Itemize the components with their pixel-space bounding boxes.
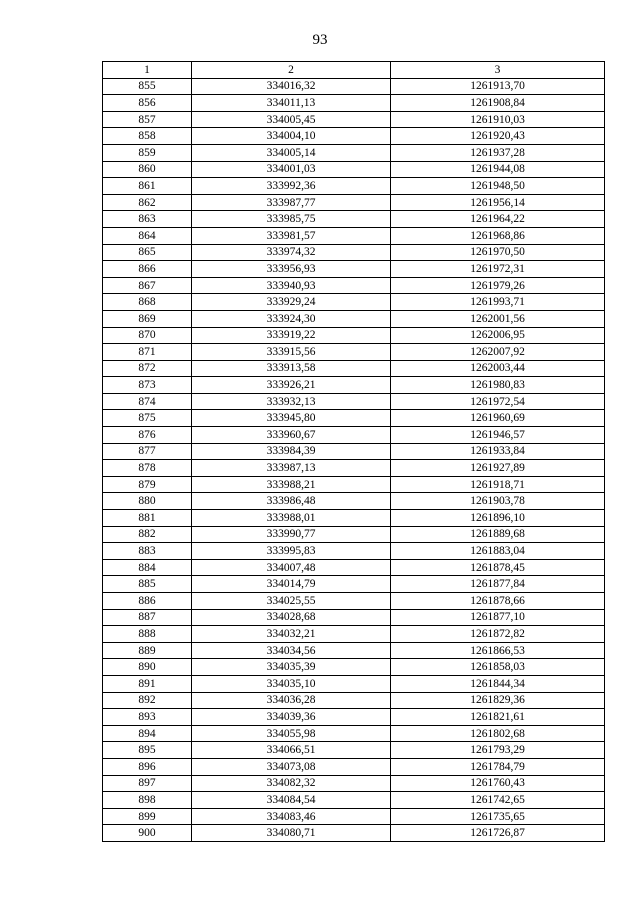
table-row (103, 725, 605, 742)
point-number-cell: 862 (103, 194, 192, 211)
table-row (103, 244, 605, 261)
x-coordinate-cell: 334028,68 (192, 609, 391, 626)
x-coordinate-cell: 334036,28 (192, 692, 391, 709)
table-row (103, 775, 605, 792)
table-row (103, 227, 605, 244)
point-number-cell: 856 (103, 95, 192, 112)
table-row (103, 360, 605, 377)
point-number-cell: 858 (103, 128, 192, 145)
table-row (103, 261, 605, 278)
y-coordinate-cell: 1261918,71 (391, 476, 605, 493)
y-coordinate-cell: 1261872,82 (391, 626, 605, 643)
point-number-cell: 878 (103, 460, 192, 477)
point-number-cell: 859 (103, 144, 192, 161)
table-row (103, 211, 605, 228)
x-coordinate-cell: 334083,46 (192, 808, 391, 825)
x-coordinate-cell: 334007,48 (192, 559, 391, 576)
y-coordinate-cell: 1261877,84 (391, 576, 605, 593)
y-coordinate-cell: 1261972,31 (391, 261, 605, 278)
table-row (103, 626, 605, 643)
point-number-cell: 861 (103, 178, 192, 195)
y-coordinate-cell: 1261937,28 (391, 144, 605, 161)
x-coordinate-cell: 334032,21 (192, 626, 391, 643)
point-number-cell: 865 (103, 244, 192, 261)
y-coordinate-cell: 1261910,03 (391, 111, 605, 128)
x-coordinate-cell: 333986,48 (192, 493, 391, 510)
x-coordinate-cell: 333974,32 (192, 244, 391, 261)
y-coordinate-cell: 1261980,83 (391, 377, 605, 394)
x-coordinate-cell: 333929,24 (192, 294, 391, 311)
point-number-cell: 894 (103, 725, 192, 742)
y-coordinate-cell: 1261933,84 (391, 443, 605, 460)
point-number-cell: 884 (103, 559, 192, 576)
x-coordinate-cell: 334014,79 (192, 576, 391, 593)
table-row (103, 410, 605, 427)
x-coordinate-cell: 333988,21 (192, 476, 391, 493)
y-coordinate-cell: 1261968,86 (391, 227, 605, 244)
point-number-cell: 888 (103, 626, 192, 643)
x-coordinate-cell: 333990,77 (192, 526, 391, 543)
x-coordinate-cell: 334035,39 (192, 659, 391, 676)
point-number-cell: 868 (103, 294, 192, 311)
y-coordinate-cell: 1262001,56 (391, 310, 605, 327)
point-number-cell: 895 (103, 742, 192, 759)
table-row (103, 393, 605, 410)
point-number-cell: 876 (103, 427, 192, 444)
x-coordinate-cell: 334073,08 (192, 758, 391, 775)
point-number-cell: 891 (103, 675, 192, 692)
table-row (103, 792, 605, 809)
point-number-cell: 896 (103, 758, 192, 775)
x-coordinate-cell: 333995,83 (192, 543, 391, 560)
point-number-cell: 871 (103, 344, 192, 361)
x-coordinate-cell: 334066,51 (192, 742, 391, 759)
table-row (103, 659, 605, 676)
y-coordinate-cell: 1261829,36 (391, 692, 605, 709)
table-row (103, 642, 605, 659)
table-row (103, 344, 605, 361)
x-coordinate-cell: 333984,39 (192, 443, 391, 460)
table-row (103, 277, 605, 294)
x-coordinate-cell: 334084,54 (192, 792, 391, 809)
table-header-row (103, 62, 605, 79)
column-header-3: 3 (391, 62, 605, 79)
x-coordinate-cell: 334082,32 (192, 775, 391, 792)
point-number-cell: 864 (103, 227, 192, 244)
table-row (103, 427, 605, 444)
point-number-cell: 893 (103, 709, 192, 726)
point-number-cell: 879 (103, 476, 192, 493)
table-row (103, 460, 605, 477)
y-coordinate-cell: 1261964,22 (391, 211, 605, 228)
y-coordinate-cell: 1261742,65 (391, 792, 605, 809)
x-coordinate-cell: 333988,01 (192, 510, 391, 527)
x-coordinate-cell: 333940,93 (192, 277, 391, 294)
table-row (103, 111, 605, 128)
point-number-cell: 875 (103, 410, 192, 427)
table-row (103, 95, 605, 112)
point-number-cell: 873 (103, 377, 192, 394)
table-row (103, 576, 605, 593)
x-coordinate-cell: 333919,22 (192, 327, 391, 344)
x-coordinate-cell: 334025,55 (192, 593, 391, 610)
x-coordinate-cell: 333926,21 (192, 377, 391, 394)
point-number-cell: 874 (103, 393, 192, 410)
point-number-cell: 872 (103, 360, 192, 377)
y-coordinate-cell: 1261866,53 (391, 642, 605, 659)
point-number-cell: 887 (103, 609, 192, 626)
table-row (103, 675, 605, 692)
y-coordinate-cell: 1261972,54 (391, 393, 605, 410)
point-number-cell: 863 (103, 211, 192, 228)
point-number-cell: 882 (103, 526, 192, 543)
point-number-cell: 870 (103, 327, 192, 344)
point-number-cell: 898 (103, 792, 192, 809)
y-coordinate-cell: 1261802,68 (391, 725, 605, 742)
y-coordinate-cell: 1261956,14 (391, 194, 605, 211)
table-row (103, 178, 605, 195)
x-coordinate-cell: 333956,93 (192, 261, 391, 278)
x-coordinate-cell: 334005,14 (192, 144, 391, 161)
x-coordinate-cell: 334005,45 (192, 111, 391, 128)
table-row (103, 443, 605, 460)
table-row (103, 327, 605, 344)
y-coordinate-cell: 1261883,04 (391, 543, 605, 560)
y-coordinate-cell: 1261993,71 (391, 294, 605, 311)
y-coordinate-cell: 1261946,57 (391, 427, 605, 444)
point-number-cell: 877 (103, 443, 192, 460)
table-row (103, 194, 605, 211)
y-coordinate-cell: 1261877,10 (391, 609, 605, 626)
x-coordinate-cell: 334011,13 (192, 95, 391, 112)
point-number-cell: 885 (103, 576, 192, 593)
point-number-cell: 880 (103, 493, 192, 510)
x-coordinate-cell: 333987,13 (192, 460, 391, 477)
table-row (103, 526, 605, 543)
column-header-1: 1 (103, 62, 192, 79)
y-coordinate-cell: 1261793,29 (391, 742, 605, 759)
y-coordinate-cell: 1261878,45 (391, 559, 605, 576)
x-coordinate-cell: 334034,56 (192, 642, 391, 659)
x-coordinate-cell: 333932,13 (192, 393, 391, 410)
table-row (103, 808, 605, 825)
table-row (103, 510, 605, 527)
x-coordinate-cell: 333987,77 (192, 194, 391, 211)
table-row (103, 692, 605, 709)
point-number-cell: 855 (103, 78, 192, 95)
point-number-cell: 886 (103, 593, 192, 610)
table-row (103, 377, 605, 394)
y-coordinate-cell: 1261903,78 (391, 493, 605, 510)
y-coordinate-cell: 1261760,43 (391, 775, 605, 792)
point-number-cell: 892 (103, 692, 192, 709)
point-number-cell: 899 (103, 808, 192, 825)
point-number-cell: 869 (103, 310, 192, 327)
y-coordinate-cell: 1261878,66 (391, 593, 605, 610)
y-coordinate-cell: 1262003,44 (391, 360, 605, 377)
y-coordinate-cell: 1261970,50 (391, 244, 605, 261)
point-number-cell: 900 (103, 825, 192, 842)
point-number-cell: 889 (103, 642, 192, 659)
y-coordinate-cell: 1261844,34 (391, 675, 605, 692)
x-coordinate-cell: 334016,32 (192, 78, 391, 95)
table-row (103, 144, 605, 161)
table-row (103, 543, 605, 560)
table-row (103, 78, 605, 95)
table-row (103, 493, 605, 510)
table-row (103, 609, 605, 626)
table-body (103, 78, 605, 841)
column-header-2: 2 (192, 62, 391, 79)
table-row (103, 709, 605, 726)
y-coordinate-cell: 1261726,87 (391, 825, 605, 842)
table-row (103, 758, 605, 775)
y-coordinate-cell: 1261735,65 (391, 808, 605, 825)
point-number-cell: 866 (103, 261, 192, 278)
x-coordinate-cell: 334039,36 (192, 709, 391, 726)
y-coordinate-cell: 1261821,61 (391, 709, 605, 726)
coordinates-table (102, 61, 605, 842)
x-coordinate-cell: 333992,36 (192, 178, 391, 195)
x-coordinate-cell: 334055,98 (192, 725, 391, 742)
y-coordinate-cell: 1261889,68 (391, 526, 605, 543)
x-coordinate-cell: 334001,03 (192, 161, 391, 178)
y-coordinate-cell: 1261948,50 (391, 178, 605, 195)
x-coordinate-cell: 333981,57 (192, 227, 391, 244)
point-number-cell: 860 (103, 161, 192, 178)
table-row (103, 742, 605, 759)
point-number-cell: 881 (103, 510, 192, 527)
table-row (103, 559, 605, 576)
table-row (103, 161, 605, 178)
point-number-cell: 883 (103, 543, 192, 560)
table-row (103, 294, 605, 311)
point-number-cell: 890 (103, 659, 192, 676)
point-number-cell: 867 (103, 277, 192, 294)
x-coordinate-cell: 333945,80 (192, 410, 391, 427)
y-coordinate-cell: 1261908,84 (391, 95, 605, 112)
point-number-cell: 857 (103, 111, 192, 128)
table-row (103, 476, 605, 493)
x-coordinate-cell: 333960,67 (192, 427, 391, 444)
y-coordinate-cell: 1261920,43 (391, 128, 605, 145)
x-coordinate-cell: 334035,10 (192, 675, 391, 692)
y-coordinate-cell: 1261896,10 (391, 510, 605, 527)
y-coordinate-cell: 1261979,26 (391, 277, 605, 294)
table-row (103, 310, 605, 327)
y-coordinate-cell: 1261784,79 (391, 758, 605, 775)
y-coordinate-cell: 1262007,92 (391, 344, 605, 361)
y-coordinate-cell: 1262006,95 (391, 327, 605, 344)
point-number-cell: 897 (103, 775, 192, 792)
table-row (103, 128, 605, 145)
x-coordinate-cell: 333985,75 (192, 211, 391, 228)
x-coordinate-cell: 333924,30 (192, 310, 391, 327)
table-row (103, 593, 605, 610)
y-coordinate-cell: 1261858,03 (391, 659, 605, 676)
page-number: 93 (312, 32, 328, 48)
x-coordinate-cell: 334004,10 (192, 128, 391, 145)
y-coordinate-cell: 1261913,70 (391, 78, 605, 95)
table-row (103, 825, 605, 842)
y-coordinate-cell: 1261960,69 (391, 410, 605, 427)
y-coordinate-cell: 1261944,08 (391, 161, 605, 178)
x-coordinate-cell: 334080,71 (192, 825, 391, 842)
x-coordinate-cell: 333915,56 (192, 344, 391, 361)
y-coordinate-cell: 1261927,89 (391, 460, 605, 477)
x-coordinate-cell: 333913,58 (192, 360, 391, 377)
